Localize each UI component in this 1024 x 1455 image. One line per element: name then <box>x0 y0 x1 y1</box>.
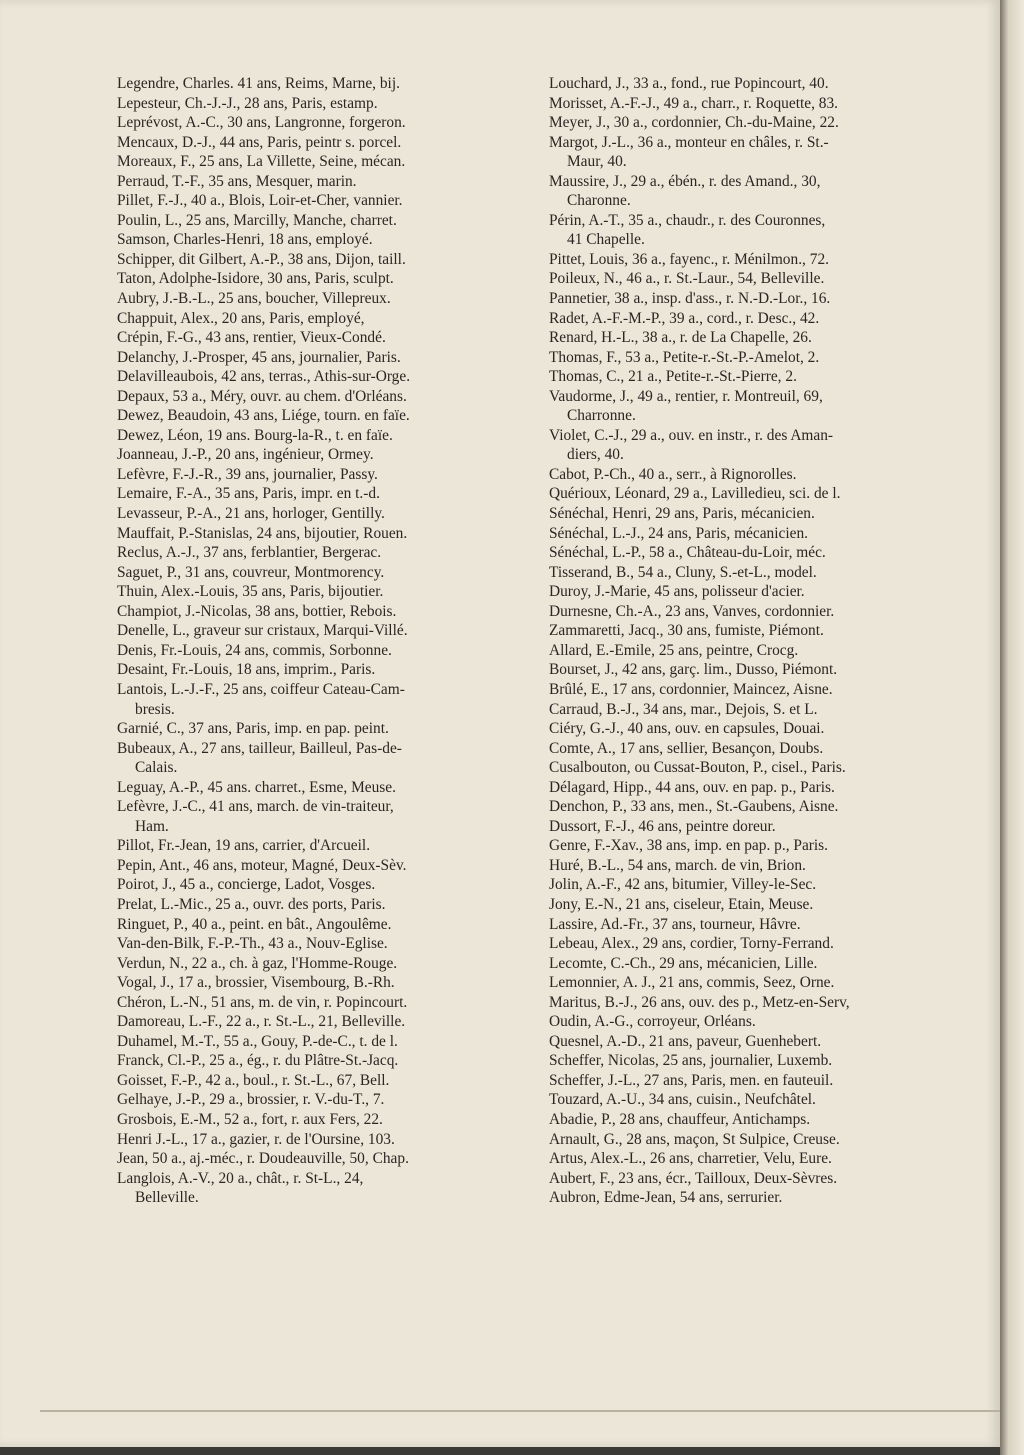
text-line: Langlois, A.-V., 20 a., chât., r. St-L., 24, <box>117 1169 364 1187</box>
text-line: Legendre, Charles. 41 ans, Reims, Marne, bij. <box>117 75 400 92</box>
text-line: Délagard, Hipp., 44 ans, ouv. en pap. p., Paris. <box>549 778 835 796</box>
text-line: Goisset, F.-P., 42 a., boul., r. St.-L., 67, Bell. <box>117 1071 390 1089</box>
text-line: Chéron, L.-N., 51 ans, m. de vin, r. Popincourt. <box>117 993 408 1011</box>
text-line: Perraud, T.-F., 35 ans, Mesquer, marin. <box>117 172 357 190</box>
text-line: Durnesne, Ch.-A., 23 ans, Vanves, cordonnier. <box>549 602 835 620</box>
text-line: Aubert, F., 23 ans, écr., Tailloux, Deux-Sèvres. <box>549 1169 838 1187</box>
text-line: Lefèvre, J.-C., 41 ans, march. de vin-traiteur, <box>117 798 394 816</box>
text-line: Charronne. <box>567 407 636 425</box>
text-line: Henri J.-L., 17 a., gazier, r. de l'Oursine, 103. <box>117 1130 395 1148</box>
text-line: Leguay, A.-P., 45 ans. charret., Esme, Meuse. <box>117 778 396 796</box>
text-line: Lepesteur, Ch.-J.-J., 28 ans, Paris, estamp. <box>117 94 378 112</box>
text-line: Moreaux, F., 25 ans, La Villette, Seine, mécan. <box>117 153 406 171</box>
text-line: Ciéry, G.-J., 40 ans, ouv. en capsules, Douai. <box>549 720 825 738</box>
text-line: Duroy, J.-Marie, 45 ans, polisseur d'acier. <box>549 583 805 601</box>
text-line: Maur, 40. <box>567 153 627 171</box>
text-line: Pillot, Fr.-Jean, 19 ans, carrier, d'Arcueil. <box>117 837 371 855</box>
text-line: Carraud, B.-J., 34 ans, mar., Dejois, S. et L. <box>549 700 818 718</box>
text-line: Garnié, C., 37 ans, Paris, imp. en pap. peint. <box>117 720 389 738</box>
text-line: Périn, A.-T., 35 a., chaudr., r. des Couronnes, <box>549 211 826 229</box>
text-line: Allard, E.-Emile, 25 ans, peintre, Crocg. <box>549 641 799 659</box>
text-line: Duhamel, M.-T., 55 a., Gouy, P.-de-C., t. de l. <box>117 1032 398 1050</box>
text-line: bresis. <box>135 700 175 718</box>
text-line: Vogal, J., 17 a., brossier, Visembourg, B.-Rh. <box>117 974 395 992</box>
text-line: Prelat, L.-Mic., 25 a., ouvr. des ports, Paris. <box>117 895 386 913</box>
text-line: Depaux, 53 a., Méry, ouvr. au chem. d'Orléans. <box>117 387 407 405</box>
text-line: Desaint, Fr.-Louis, 18 ans, imprim., Paris. <box>117 661 376 679</box>
text-line: Lantois, L.-J.-F., 25 ans, coiffeur Cateau-Cam- <box>117 680 405 698</box>
text-line: Quérioux, Léonard, 29 a., Lavilledieu, sci. de l. <box>549 485 841 503</box>
text-line: Delavilleaubois, 42 ans, terras., Athis-sur-Orge. <box>117 368 411 386</box>
text-line: Saguet, P., 31 ans, couvreur, Montmorency. <box>117 563 385 581</box>
text-line: Delanchy, J.-Prosper, 45 ans, journalier, Paris. <box>117 348 401 366</box>
text-line: Schipper, dit Gilbert, A.-P., 38 ans, Dijon, taill. <box>117 250 406 268</box>
text-line: Dewez, Beaudoin, 43 ans, Liége, tourn. en faïe. <box>117 407 410 425</box>
text-line: Lemonnier, A. J., 21 ans, commis, Seez, Orne. <box>549 974 835 992</box>
text-line: Ringuet, P., 40 a., peint. en bât., Angoulême. <box>117 915 392 933</box>
text-line: Touzard, A.-U., 34 ans, cuisin., Neufchâtel. <box>549 1091 816 1109</box>
text-line: Dewez, Léon, 19 ans. Bourg-la-R., t. en faïe. <box>117 426 393 444</box>
text-line: Zammaretti, Jacq., 30 ans, fumiste, Piémont. <box>549 622 824 640</box>
text-line: Poirot, J., 45 a., concierge, Ladot, Vosges. <box>117 876 376 894</box>
text-line: Renard, H.-L., 38 a., r. de La Chapelle, 26. <box>549 329 812 347</box>
text-line: Aubry, J.-B.-L., 25 ans, boucher, Villepreux. <box>117 290 391 308</box>
text-line: Reclus, A.-J., 37 ans, ferblantier, Bergerac. <box>117 544 382 562</box>
text-line: Mencaux, D.-J., 44 ans, Paris, peintr s. porcel. <box>117 133 402 151</box>
right-column <box>549 74 974 1208</box>
page-edge <box>1000 0 1024 1455</box>
text-line: Mauffait, P.-Stanislas, 24 ans, bijoutier, Rouen. <box>117 524 408 542</box>
text-line: diers, 40. <box>567 446 624 464</box>
text-line: Thuin, Alex.-Louis, 35 ans, Paris, bijoutier. <box>117 583 384 601</box>
text-line: Joanneau, J.-P., 20 ans, ingénieur, Ormey. <box>117 446 374 464</box>
text-line: Arnault, G., 28 ans, maçon, St Sulpice, Creuse. <box>549 1130 840 1148</box>
text-line: Gelhaye, J.-P., 29 a., brossier, r. V.-du-T., 7. <box>117 1091 385 1109</box>
text-line: Denchon, P., 33 ans, men., St.-Gaubens, Aisne. <box>549 798 839 816</box>
text-line: Lassire, Ad.-Fr., 37 ans, tourneur, Hâvre. <box>549 915 801 933</box>
text-line: Crépin, F.-G., 43 ans, rentier, Vieux-Condé. <box>117 329 386 347</box>
text-line: Artus, Alex.-L., 26 ans, charretier, Velu, Eure. <box>549 1150 832 1168</box>
text-line: Poulin, L., 25 ans, Marcilly, Manche, charret. <box>117 211 397 229</box>
bottom-rule <box>40 1410 1000 1412</box>
text-line: 41 Chapelle. <box>567 231 645 249</box>
text-line: Ham. <box>135 817 169 835</box>
left-column <box>117 74 542 1208</box>
text-line: Quesnel, A.-D., 21 ans, paveur, Guenhebert. <box>549 1032 822 1050</box>
text-line: Lecomte, C.-Ch., 29 ans, mécanicien, Lille. <box>549 954 818 972</box>
text-line: Aubron, Edme-Jean, 54 ans, serrurier. <box>549 1189 783 1207</box>
text-line: Denis, Fr.-Louis, 24 ans, commis, Sorbonne. <box>117 641 392 659</box>
text-line: Lebeau, Alex., 29 ans, cordier, Torny-Ferrand. <box>549 935 834 953</box>
text-line: Maussire, J., 29 a., ébén., r. des Amand., 30, <box>549 172 821 190</box>
text-line: Verdun, N., 22 a., ch. à gaz, l'Homme-Rouge. <box>117 954 398 972</box>
text-line: Thomas, C., 21 a., Petite-r.-St.-Pierre, 2. <box>549 368 797 386</box>
text-line: Violet, C.-J., 29 a., ouv. en instr., r. des Aman- <box>549 426 834 444</box>
text-line: Meyer, J., 30 a., cordonnier, Ch.-du-Maine, 22. <box>549 114 839 132</box>
text-line: Lefèvre, F.-J.-R., 39 ans, journalier, Passy. <box>117 465 378 483</box>
text-line: Taton, Adolphe-Isidore, 30 ans, Paris, sculpt. <box>117 270 394 288</box>
text-line: Louchard, J., 33 a., fond., rue Popincourt, 40. <box>549 75 829 92</box>
text-line: Oudin, A.-G., corroyeur, Orléans. <box>549 1013 756 1031</box>
text-line: Pittet, Louis, 36 a., fayenc., r. Ménilmon., 72. <box>549 250 829 268</box>
text-line: Margot, J.-L., 36 a., monteur en châles, r. St.- <box>549 133 829 151</box>
text-line: Sénéchal, Henri, 29 ans, Paris, mécanicien. <box>549 505 815 523</box>
text-line: Pepin, Ant., 46 ans, moteur, Magné, Deux-Sèv. <box>117 856 407 874</box>
text-line: Jony, E.-N., 21 ans, ciseleur, Etain, Meuse. <box>549 895 814 913</box>
text-line: Brûlé, E., 17 ans, cordonnier, Maincez, Aisne. <box>549 680 833 698</box>
text-line: Bubeaux, A., 27 ans, tailleur, Bailleul, Pas-de- <box>117 739 402 757</box>
text-line: Scheffer, J.-L., 27 ans, Paris, men. en fauteuil. <box>549 1071 834 1089</box>
text-line: Thomas, F., 53 a., Petite-r.-St.-P.-Amelot, 2. <box>549 348 820 366</box>
text-line: Genre, F.-Xav., 38 ans, imp. en pap. p., Paris. <box>549 837 829 855</box>
text-line: Chappuit, Alex., 20 ans, Paris, employé, <box>117 309 365 327</box>
text-line: Abadie, P., 28 ans, chauffeur, Antichamps. <box>549 1110 811 1128</box>
text-line: Morisset, A.-F.-J., 49 a., charr., r. Roquette, 83. <box>549 94 839 112</box>
text-line: Franck, Cl.-P., 25 a., ég., r. du Plâtre-St.-Jacq. <box>117 1052 399 1070</box>
text-line: Dussort, F.-J., 46 ans, peintre doreur. <box>549 817 776 835</box>
text-line: Van-den-Bilk, F.-P.-Th., 43 a., Nouv-Eglise. <box>117 935 388 953</box>
text-line: Samson, Charles-Henri, 18 ans, employé. <box>117 231 373 249</box>
text-line: Champiot, J.-Nicolas, 38 ans, bottier, Rebois. <box>117 602 397 620</box>
text-line: Comte, A., 17 ans, sellier, Besançon, Doubs. <box>549 739 824 757</box>
text-line: Poileux, N., 46 a., r. St.-Laur., 54, Belleville. <box>549 270 825 288</box>
text-line: Huré, B.-L., 54 ans, march. de vin, Brion. <box>549 856 806 874</box>
text-line: Vaudorme, J., 49 a., rentier, r. Montreuil, 69, <box>549 387 823 405</box>
text-line: Pannetier, 38 a., insp. d'ass., r. N.-D.-Lor., 16. <box>549 290 831 308</box>
text-line: Damoreau, L.-F., 22 a., r. St.-L., 21, Belleville. <box>117 1013 406 1031</box>
text-line: Cabot, P.-Ch., 40 a., serr., à Rignorolles. <box>549 465 797 483</box>
text-line: Sénéchal, L.-P., 58 a., Château-du-Loir, méc. <box>549 544 826 562</box>
text-line: Bourset, J., 42 ans, garç. lim., Dusso, Piémont. <box>549 661 838 679</box>
text-line: Scheffer, Nicolas, 25 ans, journalier, Luxemb. <box>549 1052 833 1070</box>
text-line: Levasseur, P.-A., 21 ans, horloger, Gentilly. <box>117 505 385 523</box>
text-line: Jolin, A.-F., 42 ans, bitumier, Villey-le-Sec. <box>549 876 817 894</box>
text-line: Leprévost, A.-C., 30 ans, Langronne, forgeron. <box>117 114 406 132</box>
text-line: Calais. <box>135 759 178 777</box>
text-line: Tisserand, B., 54 a., Cluny, S.-et-L., model. <box>549 563 817 581</box>
text-line: Denelle, L., graveur sur cristaux, Marqui-Villé. <box>117 622 408 640</box>
text-line: Lemaire, F.-A., 35 ans, Paris, impr. en t.-d. <box>117 485 380 503</box>
text-line: Radet, A.-F.-M.-P., 39 a., cord., r. Desc., 42. <box>549 309 820 327</box>
text-line: Cusalbouton, ou Cussat-Bouton, P., cisel., Paris. <box>549 759 846 777</box>
text-line: Sénéchal, L.-J., 24 ans, Paris, mécanicien. <box>549 524 808 542</box>
text-line: Charonne. <box>567 192 631 210</box>
text-line: Belleville. <box>135 1189 199 1207</box>
text-line: Pillet, F.-J., 40 a., Blois, Loir-et-Cher, vannier. <box>117 192 403 210</box>
text-line: Grosbois, E.-M., 52 a., fort, r. aux Fers, 22. <box>117 1110 383 1128</box>
text-line: Maritus, B.-J., 26 ans, ouv. des p., Metz-en-Serv, <box>549 993 850 1011</box>
text-line: Jean, 50 a., aj.-méc., r. Doudeauville, 50, Chap. <box>117 1150 409 1168</box>
